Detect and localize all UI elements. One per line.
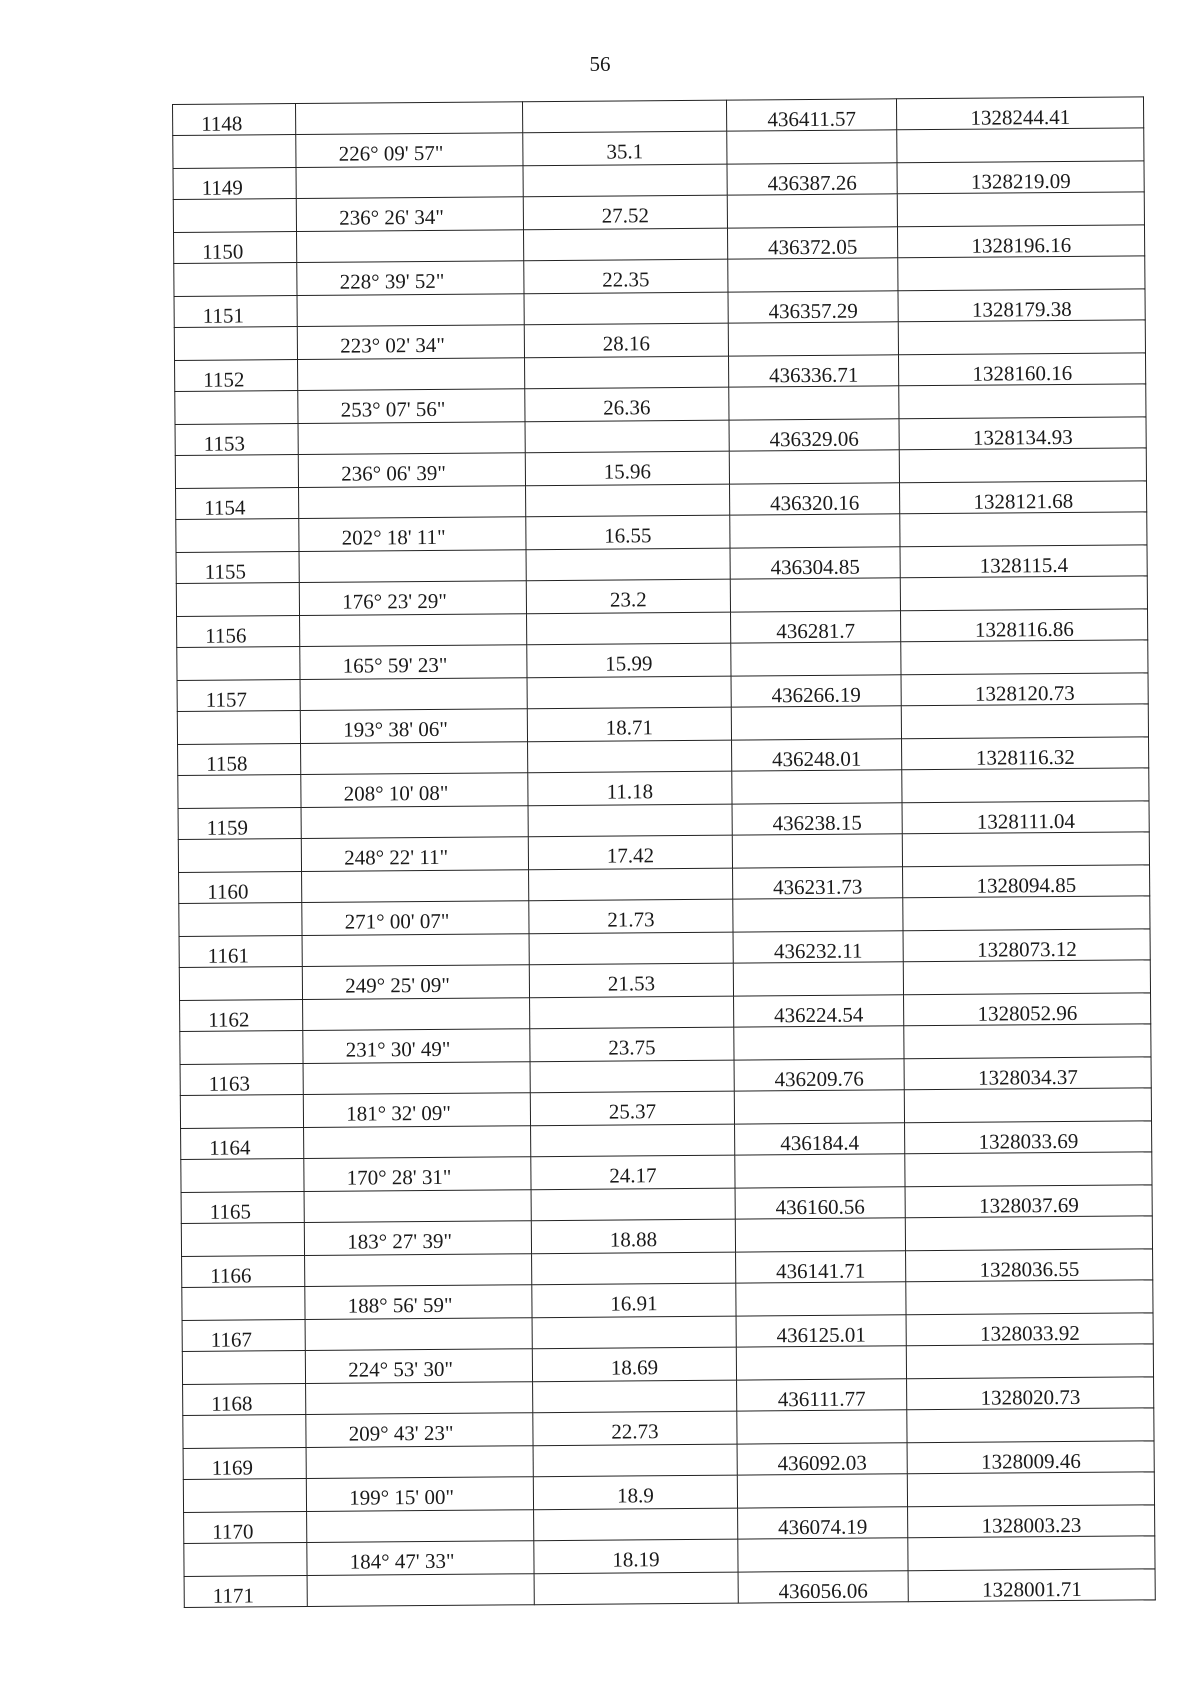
northing-cell: 436336.71: [728, 355, 899, 387]
bearing-cell: 236° 06' 39": [299, 453, 526, 488]
station-id-cell: 1165: [181, 1191, 305, 1223]
empty-cell: [525, 420, 729, 453]
distance-cell: 22.73: [533, 1411, 737, 1446]
distance-cell: 15.99: [527, 643, 731, 678]
bearing-cell: 193° 38' 06": [301, 709, 528, 744]
empty-cell: [297, 294, 524, 327]
empty-cell: [176, 519, 300, 553]
empty-cell: [178, 775, 302, 809]
bearing-cell: 199° 15' 00": [307, 1477, 534, 1512]
northing-cell: 436209.76: [734, 1059, 905, 1091]
bearing-cell: 249° 25' 09": [303, 965, 530, 1000]
empty-cell: [525, 356, 729, 389]
empty-cell: [174, 327, 298, 361]
station-id-cell: 1159: [178, 808, 302, 840]
station-id-cell: 1161: [179, 936, 303, 968]
bearing-cell: 181° 32' 09": [304, 1093, 531, 1128]
distance-cell: 23.2: [527, 579, 731, 614]
empty-cell: [302, 870, 529, 903]
empty-cell: [907, 1408, 1154, 1443]
empty-cell: [307, 1510, 534, 1543]
empty-cell: [179, 903, 303, 937]
empty-cell: [527, 676, 731, 709]
distance-cell: 27.52: [524, 195, 728, 230]
northing-cell: 436304.85: [730, 547, 901, 579]
distance-cell: 28.16: [525, 323, 729, 358]
northing-cell: 436092.03: [737, 1443, 908, 1475]
easting-cell: 1328094.85: [903, 865, 1150, 898]
northing-cell: 436232.11: [733, 931, 904, 963]
empty-cell: [733, 1026, 904, 1060]
empty-cell: [307, 1574, 534, 1607]
bearing-cell: 170° 28' 31": [304, 1157, 531, 1192]
empty-cell: [300, 614, 527, 647]
northing-cell: 436329.06: [729, 419, 900, 451]
empty-cell: [177, 711, 301, 745]
northing-cell: 436238.15: [732, 803, 903, 835]
northing-cell: 436160.56: [735, 1187, 906, 1219]
bearing-cell: 223° 02' 34": [298, 325, 525, 360]
empty-cell: [297, 230, 524, 263]
empty-cell: [528, 740, 732, 773]
empty-cell: [526, 548, 730, 581]
northing-cell: 436141.71: [735, 1251, 906, 1283]
empty-cell: [533, 1444, 737, 1477]
station-id-cell: 1167: [182, 1319, 306, 1351]
station-id-cell: 1169: [183, 1447, 307, 1479]
empty-cell: [524, 292, 728, 325]
empty-cell: [903, 896, 1150, 931]
empty-cell: [301, 742, 528, 775]
empty-cell: [898, 192, 1145, 227]
empty-cell: [727, 194, 898, 228]
easting-cell: 1328034.37: [904, 1057, 1151, 1090]
empty-cell: [898, 256, 1145, 291]
easting-cell: 1328033.69: [905, 1121, 1152, 1154]
empty-cell: [181, 1158, 305, 1192]
station-id-cell: 1149: [173, 168, 297, 200]
empty-cell: [306, 1382, 533, 1415]
empty-cell: [732, 898, 903, 932]
empty-cell: [175, 455, 299, 489]
northing-cell: 436224.54: [733, 995, 904, 1027]
easting-cell: 1328196.16: [898, 225, 1145, 258]
distance-cell: 21.73: [529, 899, 733, 934]
distance-cell: 16.55: [526, 515, 730, 550]
empty-cell: [527, 612, 731, 645]
easting-cell: 1328134.93: [899, 417, 1146, 450]
empty-cell: [737, 1538, 908, 1572]
empty-cell: [730, 578, 901, 612]
empty-cell: [906, 1216, 1153, 1251]
northing-cell: 436281.7: [730, 611, 901, 643]
empty-cell: [305, 1254, 532, 1287]
distance-cell: 26.36: [525, 387, 729, 422]
empty-cell: [305, 1318, 532, 1351]
station-id-cell: 1168: [183, 1383, 307, 1415]
easting-cell: 1328115.4: [900, 545, 1147, 578]
empty-cell: [523, 100, 727, 133]
station-id-cell: 1153: [175, 424, 299, 456]
station-id-cell: 1152: [175, 360, 299, 392]
northing-cell: 436266.19: [731, 675, 902, 707]
empty-cell: [899, 384, 1146, 419]
easting-cell: 1328219.09: [897, 161, 1144, 194]
easting-cell: 1328120.73: [901, 673, 1148, 706]
empty-cell: [734, 1090, 905, 1124]
empty-cell: [737, 1474, 908, 1508]
empty-cell: [523, 164, 727, 197]
empty-cell: [726, 130, 897, 164]
station-id-cell: 1163: [180, 1063, 304, 1095]
northing-cell: 436357.29: [728, 291, 899, 323]
empty-cell: [735, 1218, 906, 1252]
northing-cell: 436387.26: [727, 163, 898, 195]
empty-cell: [175, 391, 299, 425]
empty-cell: [529, 932, 733, 965]
survey-table: [172, 96, 1156, 1608]
station-id-cell: 1151: [174, 296, 298, 328]
distance-cell: 21.53: [530, 963, 734, 998]
easting-cell: 1328244.41: [897, 97, 1144, 130]
empty-cell: [902, 704, 1149, 739]
empty-cell: [303, 1062, 530, 1095]
empty-cell: [298, 422, 525, 455]
easting-cell: 1328001.71: [908, 1569, 1155, 1602]
empty-cell: [526, 484, 730, 517]
empty-cell: [534, 1572, 738, 1605]
station-id-cell: 1166: [182, 1255, 306, 1287]
empty-cell: [730, 642, 901, 676]
easting-cell: 1328020.73: [907, 1377, 1154, 1410]
empty-cell: [304, 1126, 531, 1159]
empty-cell: [182, 1286, 306, 1320]
empty-cell: [727, 258, 898, 292]
empty-cell: [899, 320, 1146, 355]
distance-cell: 18.69: [533, 1347, 737, 1382]
empty-cell: [905, 1152, 1152, 1187]
easting-cell: 1328073.12: [903, 929, 1150, 962]
empty-cell: [524, 228, 728, 261]
station-id-cell: 1150: [174, 232, 298, 264]
bearing-cell: 231° 30' 49": [303, 1029, 530, 1064]
distance-cell: 22.35: [524, 259, 728, 294]
empty-cell: [904, 960, 1151, 995]
empty-cell: [184, 1542, 308, 1576]
distance-cell: 15.96: [526, 451, 730, 486]
station-id-cell: 1157: [177, 680, 301, 712]
empty-cell: [905, 1088, 1152, 1123]
northing-cell: 436125.01: [736, 1315, 907, 1347]
empty-cell: [180, 1030, 304, 1064]
empty-cell: [900, 448, 1147, 483]
empty-cell: [531, 1124, 735, 1157]
empty-cell: [731, 770, 902, 804]
easting-cell: 1328003.23: [908, 1505, 1155, 1538]
northing-cell: 436372.05: [727, 227, 898, 259]
empty-cell: [528, 804, 732, 837]
distance-cell: 25.37: [531, 1091, 735, 1126]
empty-cell: [304, 1190, 531, 1223]
empty-cell: [902, 768, 1149, 803]
empty-cell: [906, 1280, 1153, 1315]
northing-cell: 436231.73: [732, 867, 903, 899]
empty-cell: [735, 1282, 906, 1316]
empty-cell: [177, 647, 301, 681]
bearing-cell: 224° 53' 30": [306, 1349, 533, 1384]
empty-cell: [183, 1414, 307, 1448]
northing-cell: 436184.4: [734, 1123, 905, 1155]
easting-cell: 1328160.16: [899, 353, 1146, 386]
empty-cell: [173, 135, 297, 169]
bearing-cell: 165° 59' 23": [300, 645, 527, 680]
empty-cell: [736, 1410, 907, 1444]
empty-cell: [173, 199, 297, 233]
bearing-cell: 183° 27' 39": [305, 1221, 532, 1256]
easting-cell: 1328036.55: [906, 1249, 1153, 1282]
easting-cell: 1328033.92: [906, 1313, 1153, 1346]
empty-cell: [303, 998, 530, 1031]
empty-cell: [179, 967, 303, 1001]
station-id-cell: 1170: [184, 1511, 308, 1543]
empty-cell: [900, 512, 1147, 547]
northing-cell: 436074.19: [737, 1507, 908, 1539]
station-id-cell: 1160: [179, 872, 303, 904]
page-number: 56: [589, 52, 611, 76]
station-id-cell: 1164: [181, 1127, 305, 1159]
station-id-cell: 1156: [177, 616, 301, 648]
station-id-cell: 1158: [178, 744, 302, 776]
empty-cell: [908, 1536, 1155, 1571]
distance-cell: 11.18: [528, 771, 732, 806]
empty-cell: [904, 1024, 1151, 1059]
empty-cell: [180, 1094, 304, 1128]
empty-cell: [296, 102, 523, 135]
distance-cell: 16.91: [532, 1283, 736, 1318]
empty-cell: [908, 1472, 1155, 1507]
empty-cell: [729, 514, 900, 548]
northing-cell: 436248.01: [731, 739, 902, 771]
bearing-cell: 188° 56' 59": [305, 1285, 532, 1320]
empty-cell: [901, 640, 1148, 675]
empty-cell: [534, 1508, 738, 1541]
distance-cell: 23.75: [530, 1027, 734, 1062]
easting-cell: 1328116.86: [901, 609, 1148, 642]
distance-cell: 17.42: [529, 835, 733, 870]
easting-cell: 1328111.04: [902, 801, 1149, 834]
empty-cell: [178, 839, 302, 873]
empty-cell: [728, 386, 899, 420]
bearing-cell: 208° 10' 08": [301, 773, 528, 808]
empty-cell: [907, 1344, 1154, 1379]
empty-cell: [736, 1346, 907, 1380]
bearing-cell: 184° 47' 33": [307, 1541, 534, 1576]
northing-cell: 436411.57: [726, 99, 897, 131]
bearing-cell: 236° 26' 34": [297, 197, 524, 232]
distance-cell: 18.9: [534, 1475, 738, 1510]
empty-cell: [734, 1154, 905, 1188]
empty-cell: [731, 706, 902, 740]
empty-cell: [529, 868, 733, 901]
empty-cell: [530, 996, 734, 1029]
empty-cell: [299, 550, 526, 583]
bearing-cell: 202° 18' 11": [299, 517, 526, 552]
empty-cell: [298, 358, 525, 391]
empty-cell: [301, 806, 528, 839]
easting-cell: 1328037.69: [905, 1185, 1152, 1218]
empty-cell: [183, 1478, 307, 1512]
northing-cell: 436320.16: [729, 483, 900, 515]
empty-cell: [530, 1060, 734, 1093]
station-id-cell: 1171: [184, 1575, 308, 1607]
empty-cell: [532, 1316, 736, 1349]
empty-cell: [897, 128, 1144, 163]
bearing-cell: 226° 09' 57": [296, 133, 523, 168]
easting-cell: 1328052.96: [904, 993, 1151, 1026]
empty-cell: [176, 583, 300, 617]
station-id-cell: 1154: [176, 488, 300, 520]
empty-cell: [901, 576, 1148, 611]
bearing-cell: 176° 23' 29": [300, 581, 527, 616]
empty-cell: [533, 1380, 737, 1413]
empty-cell: [728, 322, 899, 356]
empty-cell: [532, 1252, 736, 1285]
easting-cell: 1328009.46: [907, 1441, 1154, 1474]
bearing-cell: 271° 00' 07": [302, 901, 529, 936]
distance-cell: 18.88: [532, 1219, 736, 1254]
distance-cell: 18.71: [528, 707, 732, 742]
easting-cell: 1328116.32: [902, 737, 1149, 770]
empty-cell: [733, 962, 904, 996]
empty-cell: [531, 1188, 735, 1221]
empty-cell: [903, 832, 1150, 867]
bearing-cell: 209° 43' 23": [306, 1413, 533, 1448]
distance-cell: 18.19: [534, 1539, 738, 1574]
bearing-cell: 253° 07' 56": [298, 389, 525, 424]
bearing-cell: 248° 22' 11": [302, 837, 529, 872]
northing-cell: 436111.77: [736, 1379, 907, 1411]
easting-cell: 1328179.38: [898, 289, 1145, 322]
empty-cell: [732, 834, 903, 868]
empty-cell: [300, 678, 527, 711]
empty-cell: [174, 263, 298, 297]
empty-cell: [182, 1350, 306, 1384]
northing-cell: 436056.06: [738, 1571, 909, 1603]
empty-cell: [181, 1222, 305, 1256]
station-id-cell: 1162: [180, 1000, 304, 1032]
easting-cell: 1328121.68: [900, 481, 1147, 514]
empty-cell: [296, 166, 523, 199]
distance-cell: 35.1: [523, 131, 727, 166]
station-id-cell: 1148: [173, 104, 297, 136]
empty-cell: [729, 450, 900, 484]
survey-table-body: [173, 97, 1156, 1608]
empty-cell: [299, 486, 526, 519]
distance-cell: 24.17: [531, 1155, 735, 1190]
empty-cell: [302, 934, 529, 967]
empty-cell: [306, 1446, 533, 1479]
station-id-cell: 1155: [176, 552, 300, 584]
bearing-cell: 228° 39' 52": [297, 261, 524, 296]
station-row: [184, 1569, 1155, 1608]
